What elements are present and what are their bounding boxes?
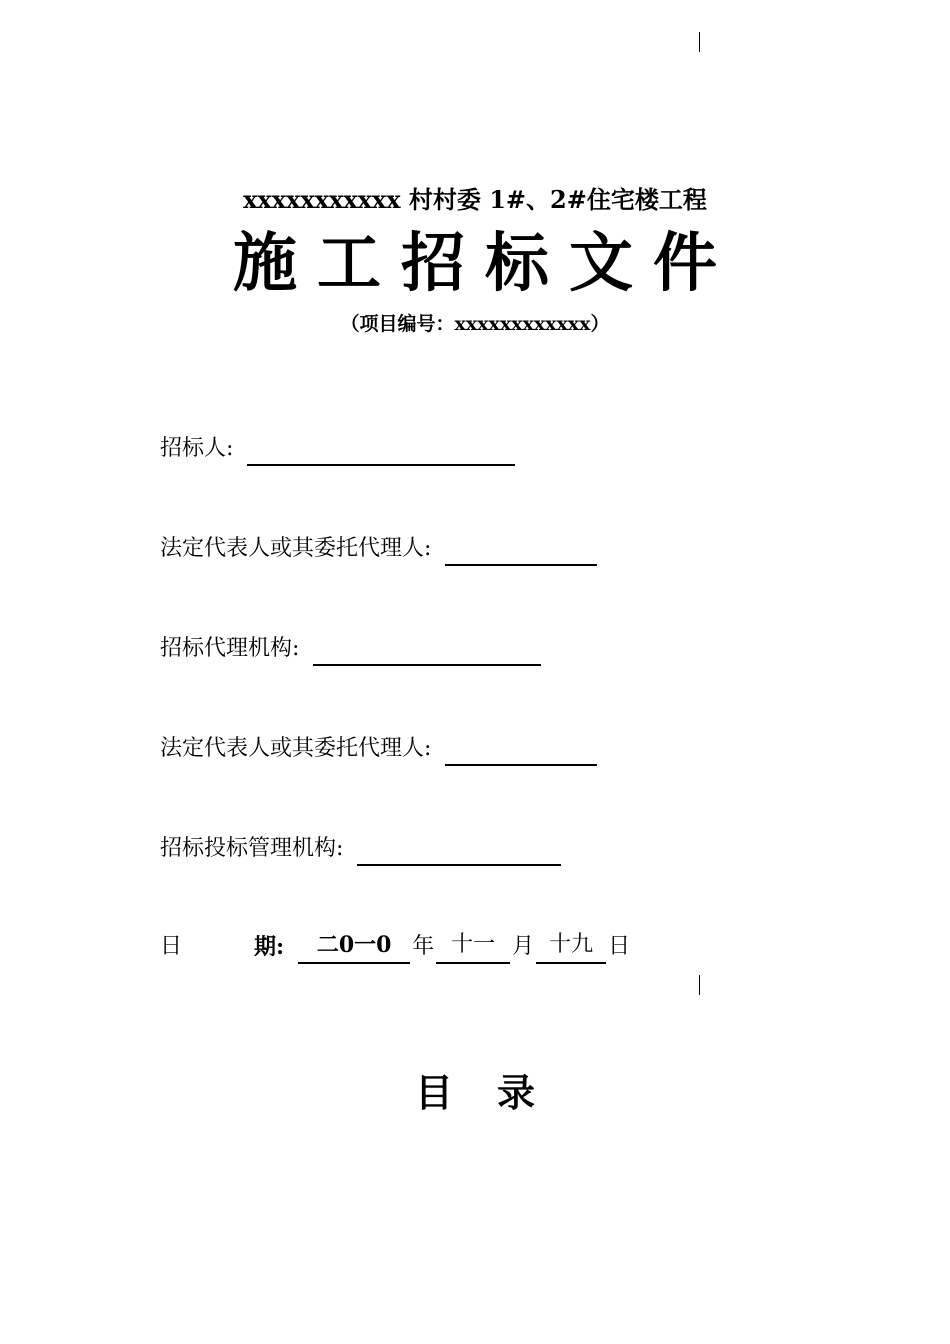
document-title: 施工招标文件 xyxy=(233,226,737,301)
field-label: 招标投标管理机构: xyxy=(160,836,344,861)
field-blank-line xyxy=(445,540,597,566)
field-label: 法定代表人或其委托代理人: xyxy=(160,536,432,561)
field-blank-line xyxy=(357,840,561,866)
date-day: 十九 xyxy=(536,928,606,964)
project-number: （项目编号：xxxxxxxxxxxx） xyxy=(340,313,610,335)
field-blank-line xyxy=(247,440,515,466)
date-day-unit: 日 xyxy=(608,934,631,959)
table-of-contents-title: 目录 xyxy=(414,1070,579,1115)
crop-mark-bottom xyxy=(699,975,700,995)
date-month-unit: 月 xyxy=(512,934,535,959)
date-month: 十一 xyxy=(436,928,510,964)
field-legal-representative-1 xyxy=(160,532,597,566)
field-tenderer xyxy=(160,432,515,466)
date-label-period: 期: xyxy=(254,934,285,960)
field-date xyxy=(160,928,632,964)
field-legal-representative-2 xyxy=(160,732,597,766)
field-label: 招标代理机构: xyxy=(160,636,300,661)
field-blank-line xyxy=(445,740,597,766)
date-year: 二0一0 xyxy=(298,928,410,964)
field-label: 招标人: xyxy=(160,436,234,461)
project-name: xxxxxxxxxxx 村村委 1#、2#住宅楼工程 xyxy=(243,185,707,214)
field-blank-line xyxy=(313,640,541,666)
field-label: 法定代表人或其委托代理人: xyxy=(160,736,432,761)
field-bidding-management-agency xyxy=(160,832,561,866)
field-tender-agency xyxy=(160,632,541,666)
date-year-unit: 年 xyxy=(412,934,435,959)
date-label-day-char: 日 xyxy=(160,934,183,959)
crop-mark-top xyxy=(699,32,700,52)
